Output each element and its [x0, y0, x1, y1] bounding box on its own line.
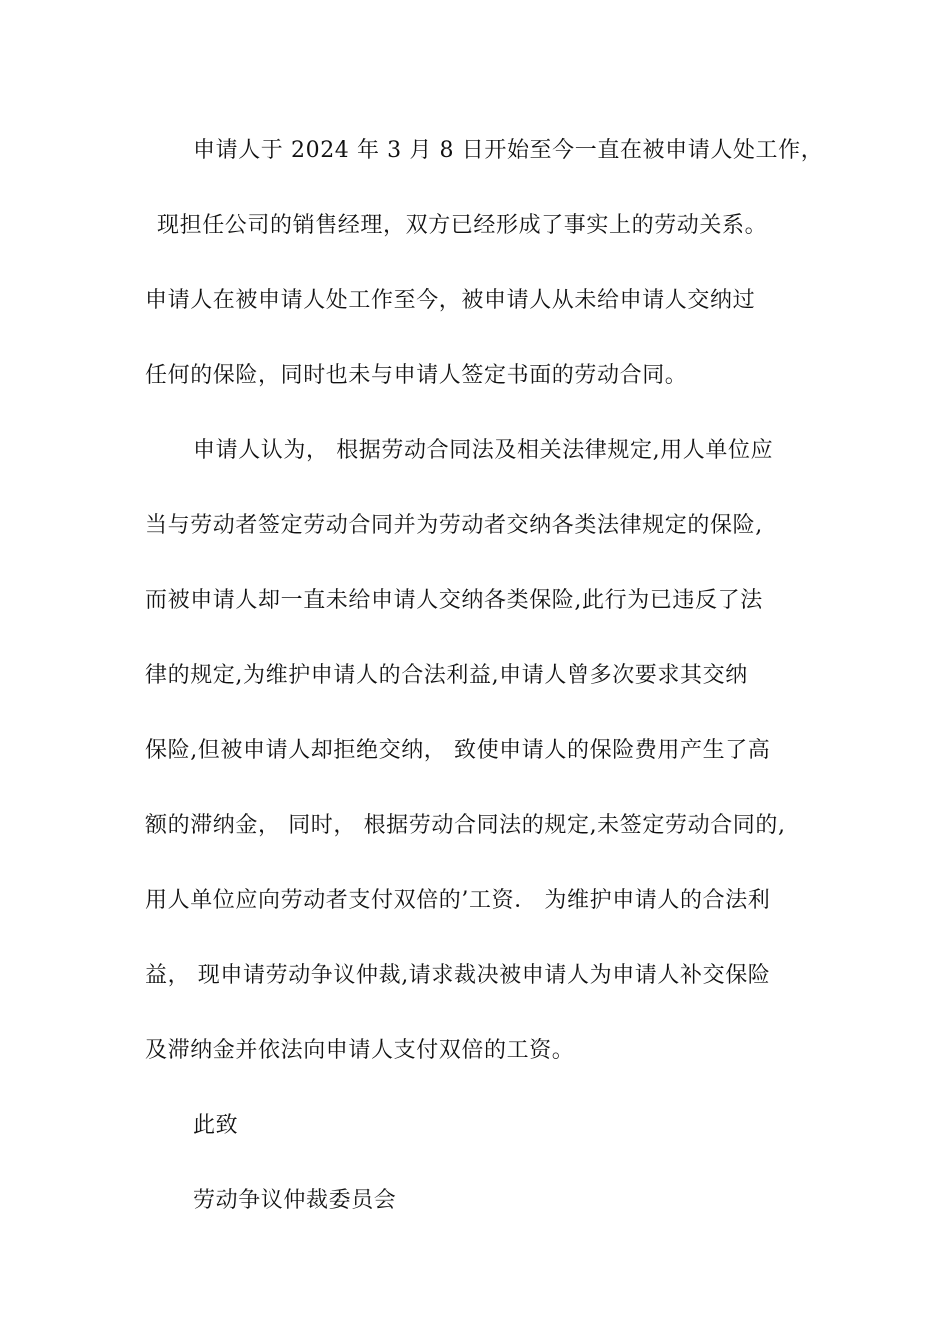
- closing-text: 此致: [193, 1113, 239, 1138]
- paragraph-1-line-3: 申请人在被申请人处工作至今，被申请人从未给申请人交纳过: [145, 288, 756, 313]
- paragraph-2-line-9: 及滞纳金并依法向申请人支付双倍的工资。: [145, 1038, 575, 1063]
- paragraph-2-line-8: 益， 现申请劳动争议仲裁,请求裁决被申请人为申请人补交保险: [145, 963, 771, 988]
- paragraph-2-line-7: 用人单位应向劳动者支付双倍的’工资． 为维护申请人的合法利: [145, 888, 771, 913]
- paragraph-2-line-1: 申请人认为， 根据劳动合同法及相关法律规定,用人单位应: [193, 438, 774, 463]
- recipient-text: 劳动争议仲裁委员会: [193, 1188, 397, 1213]
- paragraph-1-line-4: 任何的保险，同时也未与申请人签定书面的劳动合同。: [145, 363, 688, 388]
- paragraph-1-line-2: 现担任公司的销售经理，双方已经形成了事实上的劳动关系。: [157, 213, 768, 238]
- paragraph-2-line-3: 而被申请人却一直未给申请人交纳各类保险,此行为已违反了法: [145, 588, 763, 613]
- paragraph-2-line-4: 律的规定,为维护申请人的合法利益,申请人曾多次要求其交纳: [145, 663, 748, 688]
- paragraph-2-line-5: 保险,但被申请人却拒绝交纳， 致使申请人的保险费用产生了高: [145, 738, 771, 763]
- paragraph-2-line-6: 额的滞纳金， 同时， 根据劳动合同法的规定,未签定劳动合同的,: [145, 813, 786, 838]
- paragraph-1-line-1: 申请人于 2024 年 3 月 8 日开始至今一直在被申请人处工作，: [193, 138, 824, 163]
- paragraph-2-line-2: 当与劳动者签定劳动合同并为劳动者交纳各类法律规定的保险,: [145, 513, 763, 538]
